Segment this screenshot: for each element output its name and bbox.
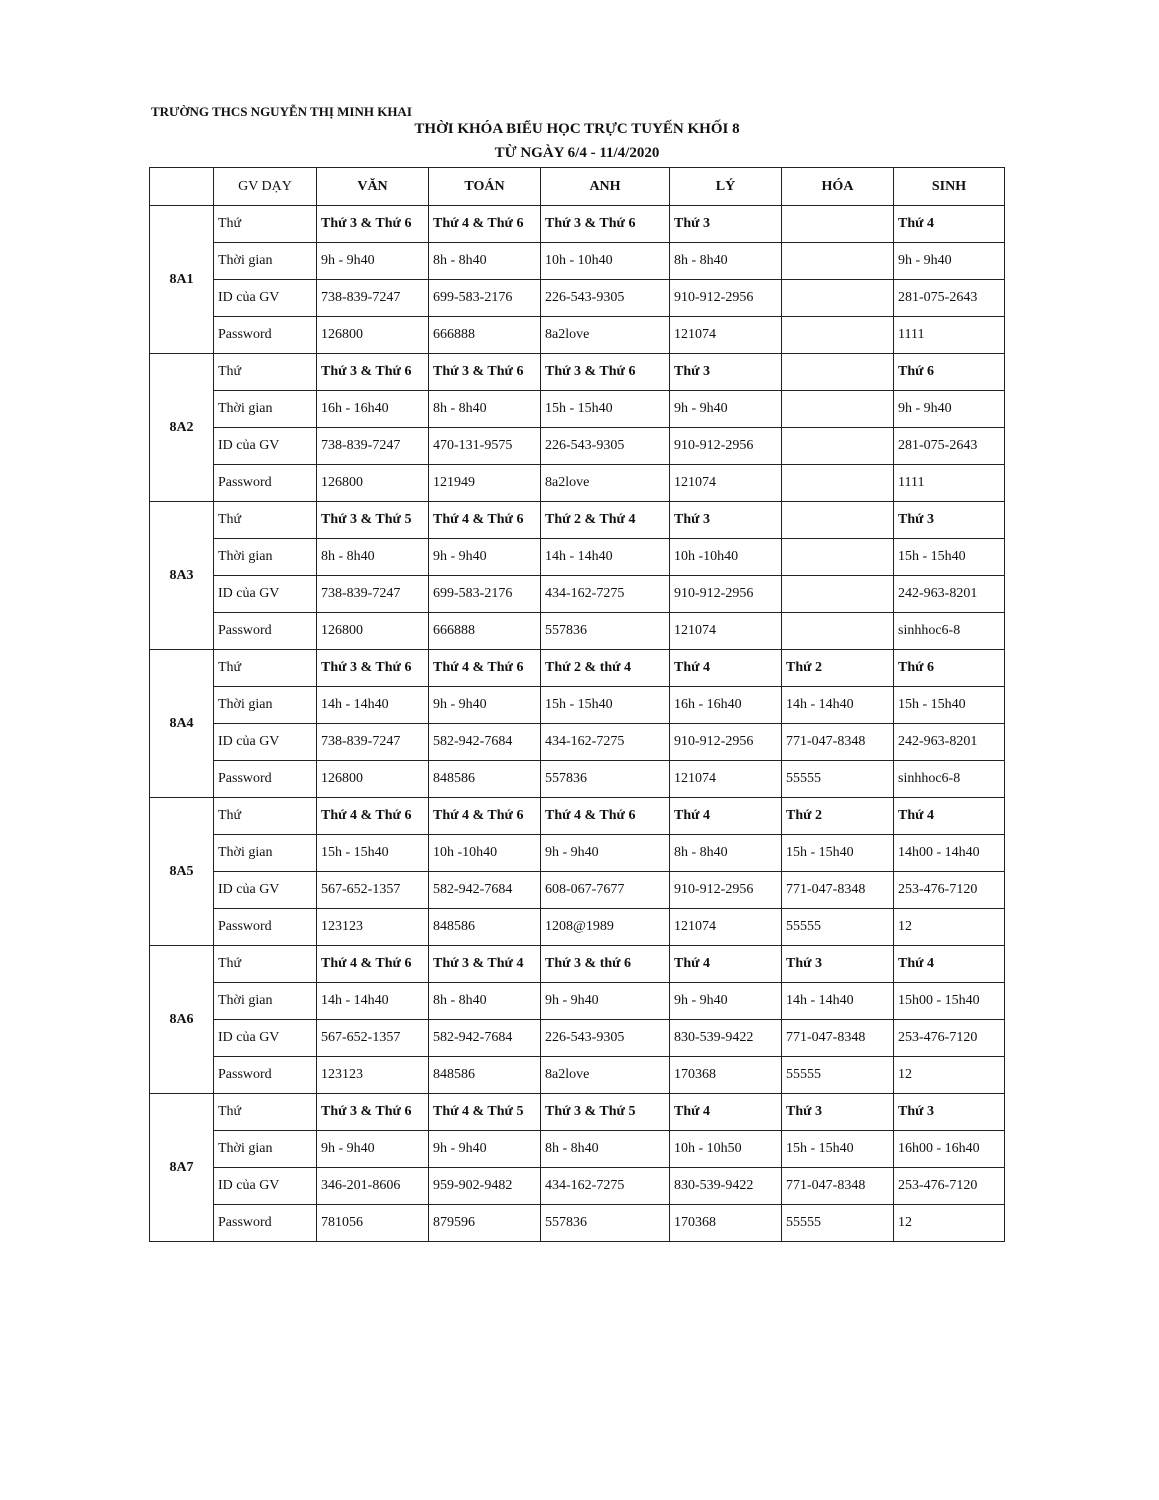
schedule-cell: Thứ 3 & Thứ 6	[317, 206, 429, 243]
schedule-cell: Thứ 3 & Thứ 6	[541, 354, 670, 391]
row-label-cell: ID của GV	[214, 576, 317, 613]
schedule-cell: 9h - 9h40	[429, 539, 541, 576]
schedule-cell: Thứ 3 & Thứ 5	[541, 1094, 670, 1131]
schedule-cell: 10h - 10h40	[541, 243, 670, 280]
page-title: THỜI KHÓA BIỂU HỌC TRỰC TUYẾN KHỐI 8	[414, 121, 740, 137]
schedule-cell: 346-201-8606	[317, 1168, 429, 1205]
table-row	[150, 872, 1005, 909]
schedule-cell: Thứ 4	[894, 206, 1005, 243]
schedule-cell: 771-047-8348	[782, 1168, 894, 1205]
schedule-cell: Thứ 4	[670, 798, 782, 835]
schedule-cell: 170368	[670, 1057, 782, 1094]
schedule-cell: 699-583-2176	[429, 576, 541, 613]
schedule-cell: 738-839-7247	[317, 576, 429, 613]
schedule-cell: Thứ 6	[894, 650, 1005, 687]
schedule-cell: Thứ 4	[894, 946, 1005, 983]
schedule-cell: 434-162-7275	[541, 724, 670, 761]
row-label-cell: ID của GV	[214, 1020, 317, 1057]
table-row	[150, 835, 1005, 872]
schedule-cell: 9h - 9h40	[670, 983, 782, 1020]
schedule-cell: Thứ 4 & Thứ 6	[317, 798, 429, 835]
timetable	[149, 167, 1005, 1242]
schedule-cell: 170368	[670, 1205, 782, 1242]
schedule-cell: 910-912-2956	[670, 280, 782, 317]
schedule-cell: 771-047-8348	[782, 724, 894, 761]
schedule-cell: 9h - 9h40	[317, 1131, 429, 1168]
header-toan: TOÁN	[429, 168, 541, 206]
class-name-cell: 8A2	[150, 354, 214, 502]
schedule-cell: 8a2love	[541, 317, 670, 354]
table-row	[150, 1168, 1005, 1205]
schedule-cell: Thứ 4	[670, 650, 782, 687]
schedule-cell: Thứ 4 & Thứ 5	[429, 1094, 541, 1131]
class-name-cell: 8A3	[150, 502, 214, 650]
schedule-cell: 226-543-9305	[541, 1020, 670, 1057]
schedule-cell: 9h - 9h40	[429, 687, 541, 724]
schedule-cell: 242-963-8201	[894, 576, 1005, 613]
row-label-cell: Thời gian	[214, 391, 317, 428]
schedule-cell: 9h - 9h40	[894, 243, 1005, 280]
schedule-cell	[782, 206, 894, 243]
schedule-cell: 738-839-7247	[317, 428, 429, 465]
schedule-cell: Thứ 4	[894, 798, 1005, 835]
class-name-cell: 8A6	[150, 946, 214, 1094]
schedule-cell: 848586	[429, 761, 541, 798]
schedule-cell: 12	[894, 1057, 1005, 1094]
schedule-cell: 16h - 16h40	[670, 687, 782, 724]
schedule-cell: 608-067-7677	[541, 872, 670, 909]
schedule-cell: 10h -10h40	[670, 539, 782, 576]
schedule-cell: Thứ 3 & Thứ 4	[429, 946, 541, 983]
schedule-cell: 557836	[541, 613, 670, 650]
table-row	[150, 983, 1005, 1020]
schedule-cell: 253-476-7120	[894, 872, 1005, 909]
schedule-cell: Thứ 4 & Thứ 6	[317, 946, 429, 983]
table-row	[150, 650, 1005, 687]
schedule-cell: Thứ 2	[782, 798, 894, 835]
date-range: TỪ NGÀY 6/4 - 11/4/2020	[494, 145, 660, 161]
schedule-cell: Thứ 4 & Thứ 6	[429, 206, 541, 243]
row-label-cell: ID của GV	[214, 280, 317, 317]
row-label-cell: Password	[214, 909, 317, 946]
schedule-cell: Thứ 3	[782, 946, 894, 983]
schedule-cell: Thứ 3 & Thứ 6	[317, 354, 429, 391]
table-row	[150, 502, 1005, 539]
header-hoa: HÓA	[782, 168, 894, 206]
schedule-cell: 8h - 8h40	[429, 243, 541, 280]
schedule-cell: 738-839-7247	[317, 280, 429, 317]
row-label-cell: Thời gian	[214, 835, 317, 872]
schedule-cell: 434-162-7275	[541, 1168, 670, 1205]
schedule-cell: Thứ 3 & Thứ 6	[541, 206, 670, 243]
row-label-cell: Password	[214, 1057, 317, 1094]
schedule-cell: Thứ 6	[894, 354, 1005, 391]
schedule-cell: 15h - 15h40	[541, 391, 670, 428]
schedule-cell: sinhhoc6-8	[894, 761, 1005, 798]
row-label-cell: ID của GV	[214, 1168, 317, 1205]
schedule-cell: 9h - 9h40	[317, 243, 429, 280]
table-row	[150, 465, 1005, 502]
schedule-cell: 8h - 8h40	[317, 539, 429, 576]
table-row	[150, 613, 1005, 650]
schedule-cell: 15h00 - 15h40	[894, 983, 1005, 1020]
schedule-cell: Thứ 4	[670, 946, 782, 983]
schedule-cell: 126800	[317, 761, 429, 798]
row-label-cell: Thời gian	[214, 1131, 317, 1168]
row-label-cell: Thứ	[214, 1094, 317, 1131]
schedule-cell: 123123	[317, 1057, 429, 1094]
schedule-cell: Thứ 4	[670, 1094, 782, 1131]
table-row	[150, 1131, 1005, 1168]
header-gv-day: GV DẠY	[214, 168, 317, 206]
schedule-cell: 910-912-2956	[670, 428, 782, 465]
schedule-cell: 253-476-7120	[894, 1168, 1005, 1205]
schedule-cell: 55555	[782, 1205, 894, 1242]
schedule-cell: 15h - 15h40	[894, 687, 1005, 724]
schedule-cell: 126800	[317, 317, 429, 354]
schedule-cell: 15h - 15h40	[782, 1131, 894, 1168]
schedule-cell: Thứ 4 & Thứ 6	[541, 798, 670, 835]
schedule-cell: 55555	[782, 1057, 894, 1094]
class-name-cell: 8A7	[150, 1094, 214, 1242]
schedule-cell: Thứ 3 & Thứ 5	[317, 502, 429, 539]
schedule-cell	[782, 280, 894, 317]
row-label-cell: Thời gian	[214, 687, 317, 724]
schedule-cell: sinhhoc6-8	[894, 613, 1005, 650]
schedule-cell: 12	[894, 1205, 1005, 1242]
schedule-cell: 434-162-7275	[541, 576, 670, 613]
schedule-cell	[782, 354, 894, 391]
schedule-cell: 910-912-2956	[670, 872, 782, 909]
header-corner	[150, 168, 214, 206]
row-label-cell: Password	[214, 465, 317, 502]
table-row	[150, 539, 1005, 576]
schedule-cell: 121074	[670, 613, 782, 650]
row-label-cell: ID của GV	[214, 872, 317, 909]
schedule-cell: 9h - 9h40	[541, 835, 670, 872]
schedule-cell: 666888	[429, 317, 541, 354]
table-row	[150, 1094, 1005, 1131]
row-label-cell: Thứ	[214, 502, 317, 539]
schedule-cell: 123123	[317, 909, 429, 946]
schedule-cell	[782, 428, 894, 465]
schedule-cell: 8a2love	[541, 465, 670, 502]
schedule-cell: 567-652-1357	[317, 1020, 429, 1057]
schedule-cell: 830-539-9422	[670, 1020, 782, 1057]
schedule-cell: 15h - 15h40	[317, 835, 429, 872]
schedule-cell: Thứ 4 & Thứ 6	[429, 650, 541, 687]
header-sinh: SINH	[894, 168, 1005, 206]
schedule-cell: Thứ 3	[670, 206, 782, 243]
schedule-cell: 1208@1989	[541, 909, 670, 946]
schedule-cell: 121949	[429, 465, 541, 502]
schedule-cell	[782, 576, 894, 613]
schedule-cell: Thứ 2	[782, 650, 894, 687]
row-label-cell: Thứ	[214, 798, 317, 835]
schedule-cell: 8h - 8h40	[670, 243, 782, 280]
row-label-cell: Password	[214, 1205, 317, 1242]
schedule-cell: 226-543-9305	[541, 428, 670, 465]
schedule-cell	[782, 613, 894, 650]
schedule-cell: 121074	[670, 317, 782, 354]
schedule-cell: 9h - 9h40	[894, 391, 1005, 428]
table-row	[150, 354, 1005, 391]
schedule-cell: 910-912-2956	[670, 724, 782, 761]
schedule-cell	[782, 391, 894, 428]
schedule-cell: 738-839-7247	[317, 724, 429, 761]
schedule-cell: 55555	[782, 761, 894, 798]
schedule-cell: Thứ 3 & thứ 6	[541, 946, 670, 983]
schedule-cell: 582-942-7684	[429, 872, 541, 909]
schedule-cell: Thứ 3	[782, 1094, 894, 1131]
schedule-cell: 253-476-7120	[894, 1020, 1005, 1057]
table-row	[150, 1057, 1005, 1094]
schedule-cell: 14h - 14h40	[782, 687, 894, 724]
schedule-cell: 10h - 10h50	[670, 1131, 782, 1168]
table-row	[150, 576, 1005, 613]
schedule-cell: 226-543-9305	[541, 280, 670, 317]
schedule-cell: 121074	[670, 465, 782, 502]
schedule-cell: Thứ 3 & Thứ 6	[429, 354, 541, 391]
table-row	[150, 428, 1005, 465]
table-row	[150, 391, 1005, 428]
schedule-cell: 1111	[894, 465, 1005, 502]
class-name-cell: 8A5	[150, 798, 214, 946]
schedule-cell	[782, 539, 894, 576]
schedule-cell: Thứ 3	[670, 502, 782, 539]
schedule-cell: 830-539-9422	[670, 1168, 782, 1205]
schedule-cell: Thứ 3	[894, 502, 1005, 539]
table-row	[150, 798, 1005, 835]
row-label-cell: Thời gian	[214, 983, 317, 1020]
schedule-cell: 121074	[670, 761, 782, 798]
schedule-cell: 557836	[541, 1205, 670, 1242]
schedule-cell: 781056	[317, 1205, 429, 1242]
schedule-cell: 8a2love	[541, 1057, 670, 1094]
schedule-cell: 699-583-2176	[429, 280, 541, 317]
row-label-cell: Thời gian	[214, 539, 317, 576]
schedule-cell: 470-131-9575	[429, 428, 541, 465]
schedule-cell: Thứ 3 & Thứ 6	[317, 650, 429, 687]
schedule-cell: 14h - 14h40	[317, 687, 429, 724]
table-row	[150, 909, 1005, 946]
row-label-cell: Thứ	[214, 354, 317, 391]
schedule-cell: Thứ 3	[670, 354, 782, 391]
schedule-cell: 9h - 9h40	[670, 391, 782, 428]
schedule-cell: Thứ 3	[894, 1094, 1005, 1131]
schedule-cell: 12	[894, 909, 1005, 946]
schedule-cell: Thứ 4 & Thứ 6	[429, 798, 541, 835]
schedule-cell: 582-942-7684	[429, 1020, 541, 1057]
row-label-cell: Thứ	[214, 650, 317, 687]
row-label-cell: Password	[214, 761, 317, 798]
schedule-cell: 848586	[429, 1057, 541, 1094]
schedule-cell: 771-047-8348	[782, 1020, 894, 1057]
table-row	[150, 761, 1005, 798]
row-label-cell: Password	[214, 317, 317, 354]
table-row	[150, 946, 1005, 983]
schedule-cell	[782, 465, 894, 502]
row-label-cell: Thứ	[214, 946, 317, 983]
row-label-cell: ID của GV	[214, 724, 317, 761]
table-row	[150, 687, 1005, 724]
row-label-cell: ID của GV	[214, 428, 317, 465]
class-name-cell: 8A4	[150, 650, 214, 798]
schedule-cell: 8h - 8h40	[429, 391, 541, 428]
schedule-cell: 126800	[317, 465, 429, 502]
schedule-cell: 848586	[429, 909, 541, 946]
class-name-cell: 8A1	[150, 206, 214, 354]
schedule-cell: 55555	[782, 909, 894, 946]
schedule-cell: 8h - 8h40	[541, 1131, 670, 1168]
timetable-body	[150, 206, 1005, 1242]
table-row	[150, 206, 1005, 243]
schedule-cell: 959-902-9482	[429, 1168, 541, 1205]
schedule-cell: 567-652-1357	[317, 872, 429, 909]
schedule-cell: 14h - 14h40	[317, 983, 429, 1020]
schedule-cell: Thứ 4 & Thứ 6	[429, 502, 541, 539]
schedule-cell: 9h - 9h40	[429, 1131, 541, 1168]
schedule-cell: 15h - 15h40	[782, 835, 894, 872]
schedule-cell: 14h - 14h40	[541, 539, 670, 576]
header-van: VĂN	[317, 168, 429, 206]
table-row	[150, 1020, 1005, 1057]
schedule-cell: Thứ 3 & Thứ 6	[317, 1094, 429, 1131]
table-row	[150, 1205, 1005, 1242]
row-label-cell: Thứ	[214, 206, 317, 243]
schedule-cell: 10h -10h40	[429, 835, 541, 872]
schedule-cell: Thứ 2 & Thứ 4	[541, 502, 670, 539]
row-label-cell: Password	[214, 613, 317, 650]
schedule-cell: 582-942-7684	[429, 724, 541, 761]
schedule-cell: 16h00 - 16h40	[894, 1131, 1005, 1168]
schedule-cell: 126800	[317, 613, 429, 650]
table-row	[150, 317, 1005, 354]
table-row	[150, 243, 1005, 280]
schedule-cell: 14h00 - 14h40	[894, 835, 1005, 872]
schedule-cell: 16h - 16h40	[317, 391, 429, 428]
header-anh: ANH	[541, 168, 670, 206]
schedule-cell	[782, 317, 894, 354]
schedule-cell: 910-912-2956	[670, 576, 782, 613]
schedule-cell: 281-075-2643	[894, 280, 1005, 317]
schedule-cell: 666888	[429, 613, 541, 650]
schedule-cell	[782, 502, 894, 539]
schedule-cell	[782, 243, 894, 280]
schedule-cell: 879596	[429, 1205, 541, 1242]
row-label-cell: Thời gian	[214, 243, 317, 280]
schedule-cell: 771-047-8348	[782, 872, 894, 909]
table-header-row	[150, 168, 1005, 206]
schedule-cell: 242-963-8201	[894, 724, 1005, 761]
schedule-cell: 9h - 9h40	[541, 983, 670, 1020]
schedule-cell: 1111	[894, 317, 1005, 354]
schedule-cell: 121074	[670, 909, 782, 946]
header-ly: LÝ	[670, 168, 782, 206]
schedule-cell: 14h - 14h40	[782, 983, 894, 1020]
schedule-cell: 281-075-2643	[894, 428, 1005, 465]
schedule-cell: 15h - 15h40	[894, 539, 1005, 576]
table-row	[150, 280, 1005, 317]
school-name: TRƯỜNG THCS NGUYỄN THỊ MINH KHAI	[151, 104, 412, 119]
table-row	[150, 724, 1005, 761]
schedule-cell: 8h - 8h40	[670, 835, 782, 872]
schedule-cell: 8h - 8h40	[429, 983, 541, 1020]
schedule-cell: 15h - 15h40	[541, 687, 670, 724]
schedule-cell: Thứ 2 & thứ 4	[541, 650, 670, 687]
schedule-cell: 557836	[541, 761, 670, 798]
